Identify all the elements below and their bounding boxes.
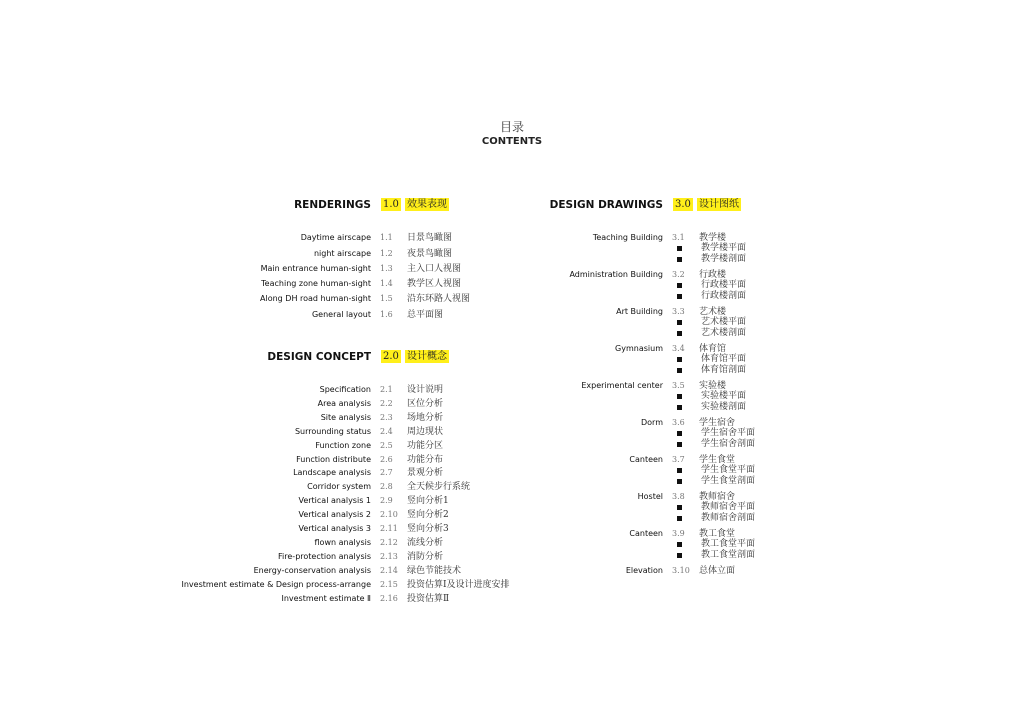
bullet-square-icon	[677, 357, 682, 362]
bullet-square-icon	[677, 394, 682, 399]
toc-item-3-4-label-cn: 体育馆	[699, 344, 727, 354]
toc-item-2-1-label: Specification	[319, 385, 371, 394]
toc-item-2-13-label: Fire-protection analysis	[278, 551, 371, 561]
toc-item-3-8-number: 3.8	[672, 492, 685, 501]
section-design-concept-title: DESIGN CONCEPT	[267, 351, 371, 363]
toc-item-3-9-number: 3.9	[672, 529, 685, 538]
toc-item-1-4-label: Teaching zone human-sight	[261, 279, 371, 288]
toc-item-1-5-label-cn: 沿东环路人视图	[407, 294, 471, 304]
section-design-concept-title-cn: 设计概念	[407, 351, 447, 362]
toc-subitem-label: 教师宿舍剖面	[701, 512, 756, 523]
toc-item-3-8-label: Hostel	[637, 492, 663, 501]
toc-item-1-6-label-cn: 总平面图	[407, 310, 444, 320]
toc-subitem-label: 教工食堂剖面	[701, 549, 756, 560]
toc-item-2-6-number: 2.6	[380, 454, 393, 464]
toc-item-3-8	[0, 491, 736, 503]
toc-item-3-7	[0, 454, 736, 466]
toc-item-2-14-label: Energy-conservation analysis	[253, 565, 371, 575]
toc-item-2-14-number: 2.14	[380, 565, 398, 575]
toc-subitem-label: 行政楼平面	[701, 280, 747, 290]
bullet-square-icon	[677, 283, 682, 288]
toc-item-2-15-label: Investment estimate & Design process-arrange	[181, 579, 371, 589]
toc-item-3-5-label: Experimental center	[581, 381, 663, 390]
toc-subitem-label: 学生食堂平面	[701, 465, 756, 475]
toc-subitem-label: 艺术楼剖面	[701, 327, 747, 338]
section-renderings-title-cn: 效果表现	[407, 199, 447, 210]
toc-item-2-15-label-cn: 投资估算Ⅰ及设计进度安排	[407, 579, 510, 590]
toc-item-2-11-label: Vertical analysis 3	[298, 524, 371, 533]
toc-item-1-2-number: 1.2	[380, 249, 393, 258]
toc-subitem-label: 学生宿舍平面	[701, 428, 756, 438]
bullet-square-icon	[677, 368, 682, 373]
toc-item-3-6	[0, 417, 736, 429]
toc-item-2-1-label-cn: 设计说明	[407, 385, 444, 395]
toc-item-1-3-number: 1.3	[380, 264, 393, 273]
toc-item-2-11-label-cn: 竖向分析3	[407, 524, 449, 534]
toc-item-3-9	[0, 528, 736, 540]
toc-item-2-12-label: flown analysis	[314, 537, 371, 547]
toc-item-3-10-label: Elevation	[625, 566, 663, 575]
toc-item-3-9-label: Canteen	[629, 529, 663, 538]
section-design-drawings-title: DESIGN DRAWINGS	[549, 199, 663, 211]
toc-item-3-8-label-cn: 教师宿舍	[699, 492, 736, 502]
toc-item-2-16-label: Investment estimate Ⅱ	[281, 593, 371, 603]
toc-item-2-6-label-cn: 功能分布	[407, 454, 444, 465]
toc-item-2-16-number: 2.16	[380, 593, 398, 603]
bullet-square-icon	[677, 320, 682, 325]
toc-item-1-6-number: 1.6	[380, 310, 393, 319]
toc-item-2-1-number: 2.1	[380, 385, 393, 394]
section-renderings-number: 1.0	[383, 199, 399, 210]
toc-item-2-9-label: Vertical analysis 1	[298, 496, 371, 506]
toc-item-2-15-number: 2.15	[380, 579, 398, 589]
toc-item-2-4-label: Surrounding status	[294, 426, 371, 436]
toc-item-1-2-label: night airscape	[313, 249, 371, 258]
toc-item-3-5-label-cn: 实验楼	[699, 381, 727, 391]
toc-item-2-7-label-cn: 景观分析	[407, 468, 444, 479]
toc-item-3-2-label-cn: 行政楼	[699, 270, 727, 280]
toc-item-3-5	[0, 380, 727, 392]
toc-item-1-2	[0, 248, 453, 260]
toc-item-2-9-number: 2.9	[380, 496, 393, 506]
toc-item-2-16	[0, 593, 450, 605]
toc-item-2-2-number: 2.2	[380, 398, 393, 408]
toc-subitem-label: 教学楼剖面	[701, 253, 747, 264]
toc-item-3-1-label: Teaching Building	[592, 233, 663, 242]
toc-item-2-2	[0, 398, 444, 410]
toc-subitem-label: 学生宿舍剖面	[701, 438, 756, 449]
toc-item-3-3	[0, 306, 727, 318]
toc-item-1-5-number: 1.5	[380, 294, 393, 303]
toc-item-3-2-label: Administration Building	[569, 270, 663, 279]
bullet-square-icon	[677, 331, 682, 336]
toc-subitem-label: 教学楼平面	[701, 243, 747, 253]
toc-item-2-6-label: Function distribute	[296, 454, 371, 464]
toc-subitem-label: 学生食堂剖面	[701, 475, 756, 486]
toc-subitem-label: 实验楼剖面	[701, 401, 747, 412]
bullet-square-icon	[677, 246, 682, 251]
toc-item-2-8-label: Corridor system	[307, 482, 371, 492]
toc-item-3-10-number: 3.10	[672, 566, 690, 575]
toc-item-2-16-label-cn: 投资估算Ⅱ	[407, 593, 450, 604]
bullet-square-icon	[677, 553, 682, 558]
toc-item-2-4-number: 2.4	[380, 426, 393, 436]
toc-item-2-8-label-cn: 全天候步行系统	[407, 482, 471, 493]
toc-item-2-5-number: 2.5	[380, 440, 393, 450]
bullet-square-icon	[677, 442, 682, 447]
section-design-drawings-header	[0, 198, 663, 212]
toc-item-3-3-number: 3.3	[672, 307, 685, 316]
page-title-cn: 目录	[499, 120, 524, 134]
bullet-square-icon	[677, 468, 682, 473]
toc-item-2-9-label-cn: 竖向分析1	[407, 496, 449, 507]
section-design-drawings-number: 3.0	[675, 199, 691, 210]
toc-subitem-label: 体育馆平面	[701, 354, 747, 364]
toc-item-2-7-number: 2.7	[380, 468, 393, 478]
toc-item-1-1-number: 1.1	[380, 233, 393, 242]
toc-item-3-7-label: Canteen	[629, 455, 663, 464]
section-renderings-title: RENDERINGS	[294, 199, 371, 211]
toc-item-2-5-label-cn: 功能分区	[407, 440, 444, 451]
toc-item-3-6-label: Dorm	[641, 418, 663, 427]
toc-item-2-4-label-cn: 周边现状	[407, 426, 444, 437]
toc-item-3-4	[0, 343, 727, 355]
bullet-square-icon	[677, 479, 682, 484]
toc-item-2-10	[0, 509, 449, 521]
toc-item-1-3-label: Main entrance human-sight	[260, 264, 371, 273]
toc-item-1-4-label-cn: 教学区人视图	[407, 279, 462, 289]
toc-subitem-label: 教师宿舍平面	[701, 502, 756, 512]
page-title-en: CONTENTS	[481, 136, 543, 147]
toc-item-2-12-number: 2.12	[380, 537, 398, 547]
toc-item-3-3-label-cn: 艺术楼	[699, 307, 727, 317]
toc-subitem-label: 艺术楼平面	[701, 317, 747, 327]
toc-item-1-2-label-cn: 夜景鸟瞰图	[407, 249, 453, 259]
bullet-square-icon	[677, 505, 682, 510]
toc-item-2-8-number: 2.8	[380, 482, 393, 492]
bullet-square-icon	[677, 516, 682, 521]
toc-item-2-2-label-cn: 区位分析	[407, 398, 444, 409]
toc-item-3-2	[0, 269, 727, 281]
toc-item-1-6-label: General layout	[311, 310, 371, 319]
toc-item-3-2-number: 3.2	[672, 270, 685, 279]
toc-item-2-10-label: Vertical analysis 2	[298, 510, 371, 520]
bullet-square-icon	[677, 257, 682, 262]
toc-item-2-10-label-cn: 竖向分析2	[407, 510, 449, 521]
toc-item-2-14-label-cn: 绿色节能技术	[407, 565, 462, 576]
toc-item-2-7	[0, 467, 444, 479]
toc-item-3-10	[0, 565, 736, 577]
toc-item-1-1-label-cn: 日景鸟瞰图	[407, 233, 453, 243]
toc-item-3-1-number: 3.1	[672, 233, 685, 242]
toc-item-2-13	[0, 551, 444, 563]
toc-item-2-11-number: 2.11	[380, 524, 398, 533]
toc-subitem-label: 体育馆剖面	[701, 364, 747, 375]
bullet-square-icon	[677, 294, 682, 299]
bullet-square-icon	[677, 431, 682, 436]
section-design-concept-number: 2.0	[383, 351, 399, 362]
toc-item-2-7-label: Landscape analysis	[293, 468, 371, 478]
toc-item-1-5	[0, 293, 471, 305]
toc-item-2-13-number: 2.13	[380, 551, 398, 561]
toc-item-3-4-number: 3.4	[672, 344, 685, 353]
toc-item-3-7-label-cn: 学生食堂	[699, 455, 736, 465]
toc-item-2-5	[0, 440, 444, 452]
toc-item-3-6-number: 3.6	[672, 418, 685, 427]
toc-item-2-15	[0, 579, 510, 591]
toc-item-3-4-label: Gymnasium	[615, 344, 663, 353]
toc-item-2-12-label-cn: 流线分析	[407, 537, 444, 548]
toc-item-2-13-label-cn: 消防分析	[407, 551, 444, 562]
toc-subitem-label: 教工食堂平面	[701, 539, 756, 549]
toc-item-3-7-number: 3.7	[672, 455, 685, 464]
toc-item-3-10-label-cn: 总体立面	[699, 566, 736, 576]
toc-item-1-5-label: Along DH road human-sight	[260, 294, 371, 303]
toc-item-2-2-label: Area analysis	[317, 398, 371, 408]
toc-item-3-9-label-cn: 教工食堂	[699, 529, 736, 539]
toc-item-3-3-label: Art Building	[616, 307, 663, 316]
toc-item-3-5-number: 3.5	[672, 381, 685, 390]
bullet-square-icon	[677, 405, 682, 410]
toc-item-1-1-label: Daytime airscape	[300, 233, 371, 242]
toc-item-3-1-label-cn: 教学楼	[699, 233, 727, 243]
toc-item-2-5-label: Function zone	[315, 440, 371, 450]
bullet-square-icon	[677, 542, 682, 547]
toc-item-3-6-label-cn: 学生宿舍	[699, 418, 736, 428]
section-design-drawings-title-cn: 设计图纸	[699, 199, 739, 210]
toc-subitem-label: 行政楼剖面	[701, 290, 747, 301]
toc-item-1-3-label-cn: 主入口人视图	[407, 264, 462, 274]
toc-item-2-3-number: 2.3	[380, 412, 393, 422]
toc-item-1-4-number: 1.4	[380, 279, 393, 288]
toc-item-2-3-label-cn: 场地分析	[407, 412, 444, 423]
toc-item-2-3-label: Site analysis	[320, 412, 371, 422]
toc-item-3-1	[0, 232, 727, 244]
toc-subitem-label: 实验楼平面	[701, 391, 747, 401]
toc-item-2-10-number: 2.10	[380, 510, 398, 520]
